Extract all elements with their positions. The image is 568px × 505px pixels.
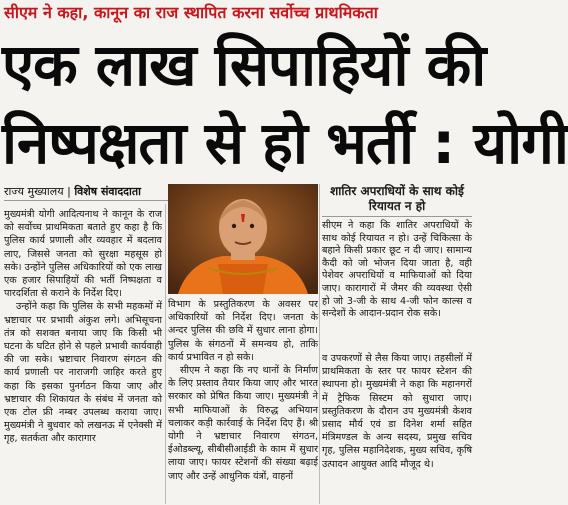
sidebar-body: सीएम ने कहा कि शातिर अपराधियों के साथ कोई रियायत न हो। उन्हें चिकित्सा के बहाने किसी प्रकार छूट न दी जाए। सामान्य कैदी को जो भोजन दिया जाता है, वही पेशेवर अपराधियों व माफियाओं को दिया जाए। कारागारों में जैमर की व्यवस्था ऐसी हो जो 3-जी के साथ 4-जी फोन काल्स व सन्देशों के आदान-प्रदान रोक सके। bbox=[322, 220, 472, 320]
headline-line-1: एक लाख सिपाहियों की bbox=[2, 31, 486, 99]
byline-separator: | bbox=[63, 185, 75, 198]
sidebar-title: शातिर अपराधियों के साथ कोई रियायत न हो bbox=[322, 183, 472, 217]
col1-paragraph-1: मुख्यमंत्री योगी आदित्यनाथ ने कानून के राज को सर्वोच्च प्राथमिकता बताते हुए कहा है कि पुलिस कार्य प्रणाली और व्यवहार में बदलाव लाए, जिससे जनता को सुरक्षा महसूस हो सके। उन्होंने पुलिस अधिकारियों को एक लाख एक हजार सिपाहियों की भर्ती निष्पक्षता व पारदर्शिता से कराने के निर्देश दिए। bbox=[4, 209, 162, 300]
body-column-2 bbox=[168, 298, 318, 503]
col1-paragraph-2: उन्होंने कहा कि पुलिस के सभी महकमों में भ्रष्टाचार पर प्रभावी अंकुश लगे। अभिसूचना तंत्र को सशक्त बनाया जाए कि किसी भी घटना के घटित होने से पहले प्रभावी कार्यवाही की जा सके। भ्रष्टाचार निवारण संगठन की कार्य प्रणाली पर नाराजगी जाहिर करते हुए कहा कि इसका पुनर्गठन किया जाए और भ्रष्टाचार की शिकायत के संबंध में जनता को एक टोल फ्री नम्बर उपलब्ध कराया जाए। मुख्यमंत्री ने बुधवार को लखनऊ में एनेक्सी में गृह, सतर्कता और कारागार bbox=[4, 301, 162, 445]
yogi-adityanath-photo bbox=[168, 184, 318, 294]
body-column-3 bbox=[322, 352, 472, 503]
portrait-image bbox=[168, 184, 318, 294]
col3-paragraph-1: व उपकरणों से लैस किया जाए। तहसीलों में प्राथमिकता के स्तर पर फायर स्टेशन की स्थापना हो। मुख्यमंत्री ने कहा कि महानगरों में ट्रैफिक सिस्टम को सुधारा जाए। प्रस्तुतिकरण के दौरान उप मुख्यमंत्री केशव प्रसाद मौर्य एवं डा दिनेश शर्मा सहित मंत्रिमण्डल के अन्य सदस्य, प्रमुख सचिव गृह, पुलिस महानिदेशक, मुख्य सचिव, कृषि उत्पादन आयुक्त आदि मौजूद थे। bbox=[322, 353, 472, 470]
col2-paragraph-2: सीएम ने कहा कि नए थानों के निर्माण के लिए प्रस्ताव तैयार किया जाए और भारत सरकार को प्रेषित किया जाए। मुख्यमंत्री ने सभी माफियाओं के विरुद्ध अभियान चलाकर कड़ी कार्रवाई के निर्देश दिए हैं। श्री योगी ने भ्रष्टाचार निवारण संगठन, ईओडब्ल्यू, सीबीसीआईडी के काम में सुधार लाया जाए। फायर स्टेशनों की संख्या बढ़ाई जाए और उन्हें आधुनिक यंत्रों, वाहनों bbox=[168, 365, 318, 482]
column-divider-1 bbox=[165, 204, 166, 504]
column-divider-2 bbox=[319, 184, 320, 504]
byline-reporter: विशेष संवाददाता bbox=[74, 185, 141, 198]
sidebar-box bbox=[322, 183, 472, 348]
col2-paragraph-1: विभाग के प्रस्तुतिकरण के अवसर पर अधिकारियों को निर्देश दिए। जनता के अन्दर पुलिस की छवि में सुधार लाना होगा। पुलिस के संगठनों में समन्वय हो, ताकि कार्य प्रभावित न हो सके। bbox=[168, 299, 318, 363]
byline-bureau: राज्य मुख्यालय bbox=[4, 185, 64, 198]
headline-line-2: निष्पक्षता से हो भर्ती : योगी bbox=[2, 109, 568, 177]
kicker-line: सीएम ने कहा, कानून का राज स्थापित करना सर्वोच्च प्राथमिकता bbox=[4, 3, 378, 22]
body-column-1 bbox=[4, 208, 162, 503]
